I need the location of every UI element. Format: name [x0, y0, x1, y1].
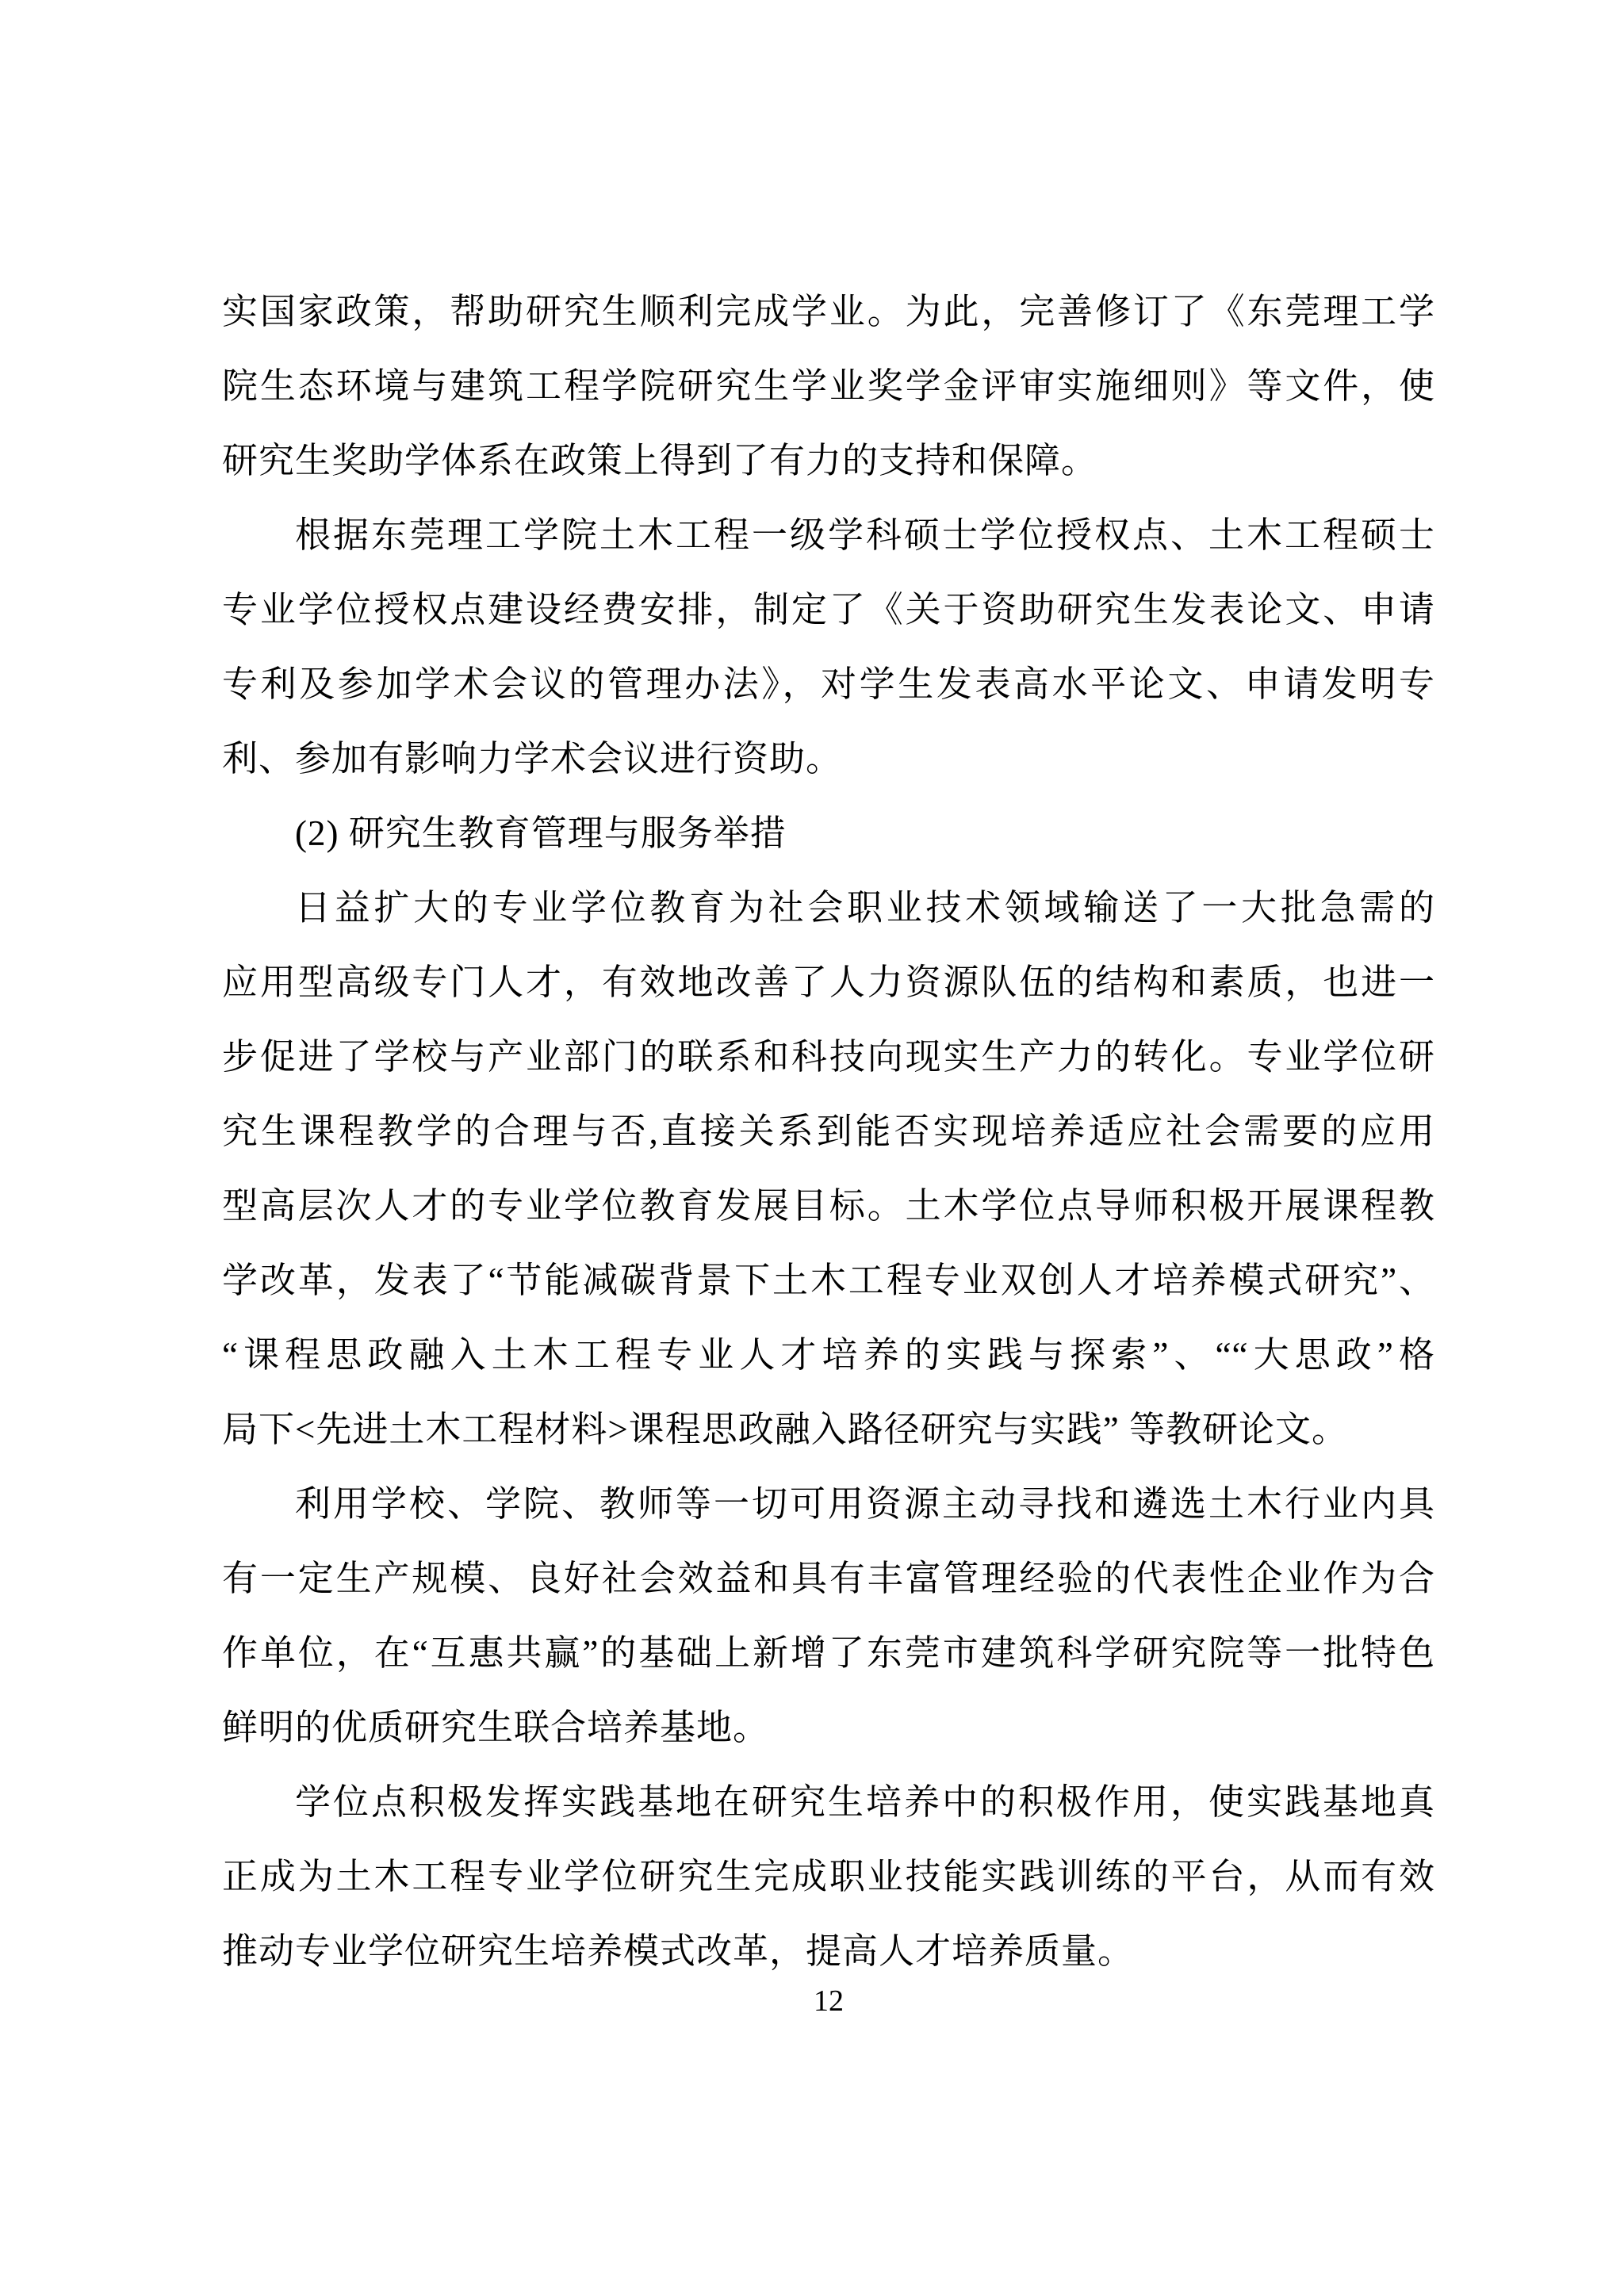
- text-line: 局下<先进土木工程材料>课程思政融入路径研究与实践” 等教研论文。: [222, 1410, 1348, 1449]
- text-line: 院生态环境与建筑工程学院研究生学业奖学金评审实施细则》等文件，使: [222, 366, 1435, 406]
- paragraph: [222, 498, 1435, 796]
- text-line: 鲜明的优质研究生联合培养基地。: [222, 1708, 770, 1747]
- paragraph: [222, 1765, 1435, 1988]
- text-line: 研究生奖助学体系在政策上得到了有力的支持和保障。: [222, 441, 1098, 480]
- text-line: 利用学校、学院、教师等一切可用资源主动寻找和遴选土木行业内具: [295, 1484, 1435, 1524]
- text-block: [222, 274, 1435, 1988]
- text-line: 正成为土木工程专业学位研究生完成职业技能实践训练的平台，从而有效: [222, 1857, 1435, 1896]
- text-line: 型高层次人才的专业学位教育发展目标。土木学位点导师积极开展课程教: [222, 1186, 1435, 1226]
- text-line: 根据东莞理工学院土木工程一级学科硕士学位授权点、土木工程硕士: [295, 515, 1435, 555]
- text-line: 学改革，发表了“节能减碳背景下土木工程专业双创人才培养模式研究”、: [222, 1261, 1435, 1300]
- text-line: 利、参加有影响力学术会议进行资助。: [222, 739, 843, 779]
- text-line: “课程思政融入土木工程专业人才培养的实践与探索”、““大思政”格: [222, 1335, 1435, 1375]
- text-line: 学位点积极发挥实践基地在研究生培养中的积极作用，使实践基地真: [295, 1782, 1435, 1822]
- text-line: 作单位，在“互惠共赢”的基础上新增了东莞市建筑科学研究院等一批特色: [222, 1633, 1435, 1673]
- text-line: 专业学位授权点建设经费安排，制定了《关于资助研究生发表论文、申请: [222, 590, 1435, 629]
- text-line: 日益扩大的专业学位教育为社会职业技术领域输送了一大批急需的: [295, 888, 1435, 928]
- section-heading: (2) 研究生教育管理与服务举措: [295, 813, 787, 853]
- text-line: 专利及参加学术会议的管理办法》，对学生发表高水平论文、申请发明专: [222, 664, 1435, 704]
- text-line: 有一定生产规模、良好社会效益和具有丰富管理经验的代表性企业作为合: [222, 1559, 1435, 1598]
- text-line: 推动专业学位研究生培养模式改革，提高人才培养质量。: [222, 1931, 1135, 1971]
- page-number: 12: [814, 1984, 844, 2018]
- text-line: 应用型高级专门人才，有效地改善了人力资源队伍的结构和素质，也进一: [222, 962, 1435, 1002]
- text-line: 步促进了学校与产业部门的联系和科技向现实生产力的转化。专业学位研: [222, 1037, 1435, 1077]
- paragraph: [222, 1467, 1435, 1765]
- text-line: 实国家政策，帮助研究生顺利完成学业。为此，完善修订了《东莞理工学: [222, 292, 1435, 331]
- paragraph: [222, 871, 1435, 1467]
- text-line: 究生课程教学的合理与否,直接关系到能否实现培养适应社会需要的应用: [222, 1112, 1435, 1151]
- paragraph: [222, 274, 1435, 498]
- paragraph-heading: [222, 796, 1435, 871]
